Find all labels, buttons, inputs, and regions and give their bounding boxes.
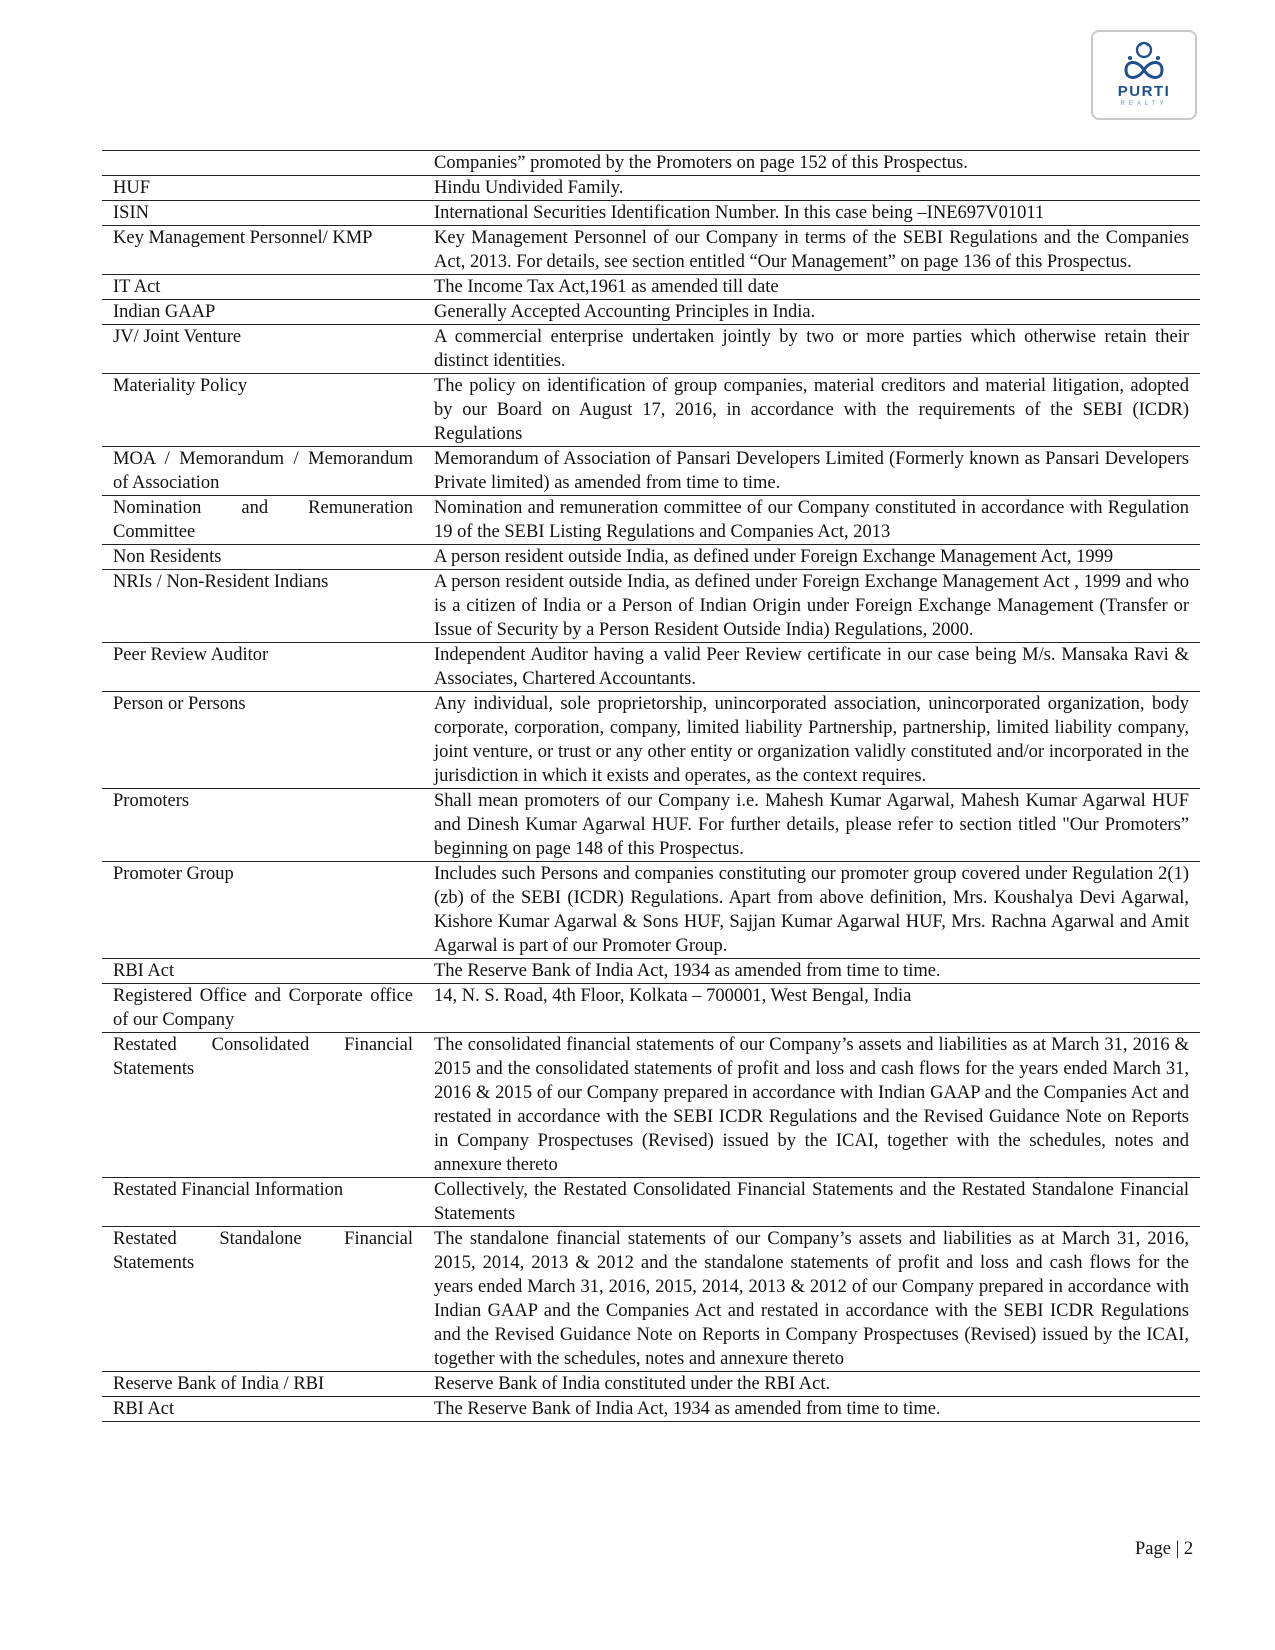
term-cell: Peer Review Auditor (102, 643, 423, 692)
definition-cell: The policy on identification of group companies, material creditors and material litigation, adopted by our Board on August 17, 2016, in accordance with the requirements of the SEBI (ICDR) Regulations (423, 374, 1200, 447)
table-row (102, 789, 1200, 862)
infinity-emblem-icon (1118, 38, 1170, 84)
term-cell: Restated Consolidated Financial Statements (102, 1033, 423, 1178)
term-cell: HUF (102, 176, 423, 201)
table-row (102, 374, 1200, 447)
definition-cell: The standalone financial statements of our Company’s assets and liabilities as at March 31, 2016, 2015, 2014, 2013 & 2012 and the standalone statements of profit and loss and cash flows for the years ended March 31, 2016, 2015, 2014, 2013 & 2012 of our Company prepared in accordance with Indian GAAP and the Companies Act and restated in accordance with the SEBI ICDR Regulations and the Revised Guidance Note on Reports in Company Prospectuses (Revised) issued by the ICAI, together with the schedules, notes and annexure thereto (423, 1227, 1200, 1372)
term-cell (102, 151, 423, 176)
table-row (102, 1178, 1200, 1227)
company-logo (1091, 30, 1197, 120)
table-row (102, 1033, 1200, 1178)
logo-wordmark: PURTI (1117, 83, 1171, 100)
definition-cell: The Income Tax Act,1961 as amended till date (423, 275, 1200, 300)
definition-cell: A person resident outside India, as defined under Foreign Exchange Management Act, 1999 (423, 545, 1200, 570)
definition-cell: The consolidated financial statements of our Company’s assets and liabilities as at March 31, 2016 & 2015 and the consolidated statements of profit and loss and cash flows for the years ended March 31, 2016 & 2015 of our Company prepared in accordance with Indian GAAP and the Companies Act and restated in accordance with the SEBI ICDR Regulations and the Revised Guidance Note on Reports in Company Prospectuses (Revised) issued by the ICAI, together with the schedules, notes and annexure thereto (423, 1033, 1200, 1178)
term-cell: RBI Act (102, 959, 423, 984)
term-cell: Materiality Policy (102, 374, 423, 447)
term-cell: IT Act (102, 275, 423, 300)
term-cell: Key Management Personnel/ KMP (102, 226, 423, 275)
term-cell: Promoters (102, 789, 423, 862)
table-row (102, 984, 1200, 1033)
definition-cell: Shall mean promoters of our Company i.e. Mahesh Kumar Agarwal, Mahesh Kumar Agarwal HUF and Dinesh Kumar Agarwal HUF. For further details, please refer to section titled "Our Promoters” beginning on page 148 of this Prospectus. (423, 789, 1200, 862)
table-row (102, 300, 1200, 325)
table-row (102, 226, 1200, 275)
term-cell: Indian GAAP (102, 300, 423, 325)
definition-cell: Includes such Persons and companies constituting our promoter group covered under Regulation 2(1) (zb) of the SEBI (ICDR) Regulations. Apart from above definition, Mrs. Koushalya Devi Agarwal, Kishore Kumar Agarwal & Sons HUF, Sajjan Kumar Agarwal HUF, Mrs. Rachna Agarwal and Amit Agarwal is part of our Promoter Group. (423, 862, 1200, 959)
table-row (102, 201, 1200, 226)
term-cell: Person or Persons (102, 692, 423, 789)
table-row (102, 1227, 1200, 1372)
table-row (102, 570, 1200, 643)
table-row (102, 496, 1200, 545)
definition-cell: Memorandum of Association of Pansari Developers Limited (Formerly known as Pansari Developers Private limited) as amended from time to time. (423, 447, 1200, 496)
table-row (102, 275, 1200, 300)
table-row (102, 643, 1200, 692)
page-number: Page | 2 (1135, 1539, 1194, 1559)
definitions-table (102, 150, 1200, 1422)
table-row (102, 176, 1200, 201)
definition-cell: 14, N. S. Road, 4th Floor, Kolkata – 700001, West Bengal, India (423, 984, 1200, 1033)
term-cell: NRIs / Non-Resident Indians (102, 570, 423, 643)
definition-cell: A person resident outside India, as defined under Foreign Exchange Management Act , 1999 and who is a citizen of India or a Person of Indian Origin under Foreign Exchange Management (Transfer or Issue of Security by a Person Resident Outside India) Regulations, 2000. (423, 570, 1200, 643)
term-cell: MOA / Memorandum / Memorandum of Association (102, 447, 423, 496)
definition-cell: Generally Accepted Accounting Principles in India. (423, 300, 1200, 325)
term-cell: JV/ Joint Venture (102, 325, 423, 374)
table-row (102, 959, 1200, 984)
table-row (102, 1372, 1200, 1397)
table-row (102, 862, 1200, 959)
definition-cell: Nomination and remuneration committee of our Company constituted in accordance with Regulation 19 of the SEBI Listing Regulations and Companies Act, 2013 (423, 496, 1200, 545)
term-cell: RBI Act (102, 1397, 423, 1422)
term-cell: Non Residents (102, 545, 423, 570)
term-cell: Restated Financial Information (102, 1178, 423, 1227)
definition-cell: Reserve Bank of India constituted under the RBI Act. (423, 1372, 1200, 1397)
term-cell: Restated Standalone Financial Statements (102, 1227, 423, 1372)
definition-cell: The Reserve Bank of India Act, 1934 as amended from time to time. (423, 1397, 1200, 1422)
term-cell: Registered Office and Corporate office of our Company (102, 984, 423, 1033)
definition-cell: Any individual, sole proprietorship, unincorporated association, unincorporated organization, body corporate, corporation, company, limited liability Partnership, partnership, limited liability company, joint venture, or trust or any other entity or organization validly constituted and/or incorporated in the jurisdiction in which it exists and operates, as the context requires. (423, 692, 1200, 789)
definition-cell: A commercial enterprise undertaken jointly by two or more parties which otherwise retain their distinct identities. (423, 325, 1200, 374)
term-cell: Nomination and Remuneration Committee (102, 496, 423, 545)
definition-cell: International Securities Identification Number. In this case being –INE697V01011 (423, 201, 1200, 226)
table-row (102, 1397, 1200, 1422)
definition-cell: Hindu Undivided Family. (423, 176, 1200, 201)
table-row (102, 151, 1200, 176)
table-row (102, 692, 1200, 789)
definition-cell: The Reserve Bank of India Act, 1934 as amended from time to time. (423, 959, 1200, 984)
table-row (102, 325, 1200, 374)
definition-cell: Independent Auditor having a valid Peer Review certificate in our case being M/s. Mansaka Ravi & Associates, Chartered Accountants. (423, 643, 1200, 692)
table-row (102, 545, 1200, 570)
term-cell: ISIN (102, 201, 423, 226)
definition-cell: Key Management Personnel of our Company in terms of the SEBI Regulations and the Companies Act, 2013. For details, see section entitled “Our Management” on page 136 of this Prospectus. (423, 226, 1200, 275)
definition-cell: Collectively, the Restated Consolidated Financial Statements and the Restated Standalone Financial Statements (423, 1178, 1200, 1227)
table-row (102, 447, 1200, 496)
definition-cell: Companies” promoted by the Promoters on page 152 of this Prospectus. (423, 151, 1200, 176)
term-cell: Promoter Group (102, 862, 423, 959)
logo-subtitle: REALTY (1120, 101, 1168, 107)
term-cell: Reserve Bank of India / RBI (102, 1372, 423, 1397)
